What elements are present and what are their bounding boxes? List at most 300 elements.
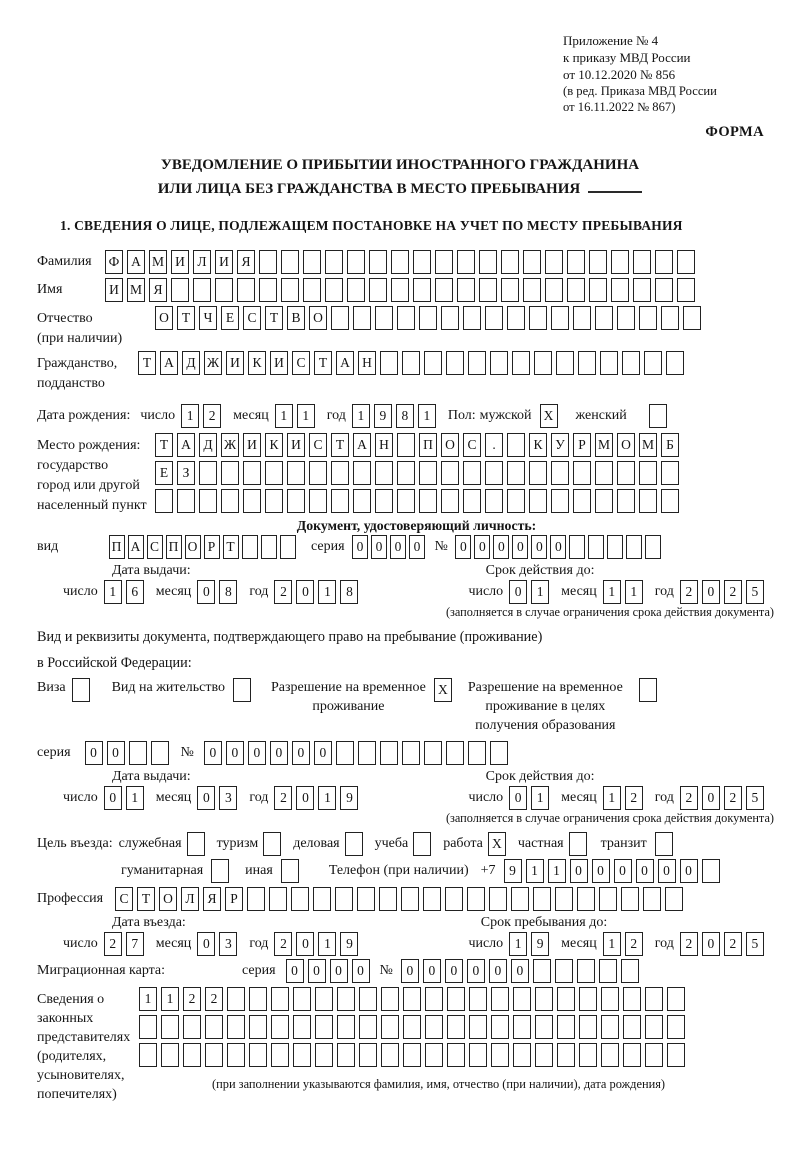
- char-box[interactable]: [639, 678, 657, 702]
- char-box[interactable]: [423, 887, 441, 911]
- char-box[interactable]: [397, 461, 415, 485]
- char-box[interactable]: 1: [297, 404, 315, 428]
- char-box[interactable]: [463, 461, 481, 485]
- char-box[interactable]: [645, 987, 663, 1011]
- char-box[interactable]: И: [171, 250, 189, 274]
- char-box[interactable]: [611, 278, 629, 302]
- char-box[interactable]: [375, 489, 393, 513]
- char-box[interactable]: 3: [219, 932, 237, 956]
- char-box[interactable]: [469, 987, 487, 1011]
- char-box[interactable]: [435, 250, 453, 274]
- char-box[interactable]: [463, 306, 481, 330]
- char-box[interactable]: М: [639, 433, 657, 457]
- char-box[interactable]: [325, 278, 343, 302]
- char-box[interactable]: [381, 1015, 399, 1039]
- char-box[interactable]: А: [177, 433, 195, 457]
- char-box[interactable]: 1: [603, 580, 621, 604]
- char-box[interactable]: [485, 489, 503, 513]
- char-box[interactable]: [335, 887, 353, 911]
- char-box[interactable]: 2: [205, 987, 223, 1011]
- char-box[interactable]: [595, 306, 613, 330]
- char-box[interactable]: П: [419, 433, 437, 457]
- char-box[interactable]: Д: [199, 433, 217, 457]
- char-box[interactable]: [579, 1043, 597, 1067]
- char-box[interactable]: [72, 678, 90, 702]
- char-box[interactable]: [227, 987, 245, 1011]
- char-box[interactable]: [271, 1043, 289, 1067]
- char-box[interactable]: [161, 1015, 179, 1039]
- char-box[interactable]: [639, 306, 657, 330]
- char-box[interactable]: [183, 1015, 201, 1039]
- char-box[interactable]: 9: [374, 404, 392, 428]
- char-box[interactable]: Т: [155, 433, 173, 457]
- char-box[interactable]: [551, 489, 569, 513]
- char-box[interactable]: [490, 741, 508, 765]
- char-box[interactable]: [463, 489, 481, 513]
- char-box[interactable]: 0: [197, 786, 215, 810]
- char-box[interactable]: Р: [573, 433, 591, 457]
- char-box[interactable]: [447, 1043, 465, 1067]
- char-box[interactable]: [639, 461, 657, 485]
- char-box[interactable]: [649, 404, 667, 428]
- char-box[interactable]: М: [149, 250, 167, 274]
- char-box[interactable]: [545, 250, 563, 274]
- char-box[interactable]: И: [270, 351, 288, 375]
- char-box[interactable]: 0: [296, 932, 314, 956]
- char-box[interactable]: [269, 887, 287, 911]
- char-box[interactable]: [588, 535, 604, 559]
- char-box[interactable]: [468, 351, 486, 375]
- char-box[interactable]: А: [128, 535, 144, 559]
- char-box[interactable]: [467, 887, 485, 911]
- char-box[interactable]: [617, 306, 635, 330]
- char-box[interactable]: [567, 250, 585, 274]
- char-box[interactable]: М: [127, 278, 145, 302]
- char-box[interactable]: [237, 278, 255, 302]
- char-box[interactable]: 0: [636, 859, 654, 883]
- char-box[interactable]: [249, 1015, 267, 1039]
- char-box[interactable]: [655, 832, 673, 856]
- char-box[interactable]: 9: [340, 786, 358, 810]
- char-box[interactable]: [661, 461, 679, 485]
- char-box[interactable]: [479, 250, 497, 274]
- char-box[interactable]: С: [147, 535, 163, 559]
- char-box[interactable]: 0: [474, 535, 490, 559]
- char-box[interactable]: 0: [104, 786, 122, 810]
- char-box[interactable]: [607, 535, 623, 559]
- char-box[interactable]: [441, 461, 459, 485]
- char-box[interactable]: 0: [401, 959, 419, 983]
- char-box[interactable]: [425, 1015, 443, 1039]
- char-box[interactable]: 0: [592, 859, 610, 883]
- char-box[interactable]: [265, 489, 283, 513]
- char-box[interactable]: [187, 832, 205, 856]
- char-box[interactable]: 0: [512, 535, 528, 559]
- char-box[interactable]: Н: [358, 351, 376, 375]
- char-box[interactable]: О: [159, 887, 177, 911]
- char-box[interactable]: [601, 987, 619, 1011]
- char-box[interactable]: [507, 306, 525, 330]
- char-box[interactable]: 2: [724, 786, 742, 810]
- char-box[interactable]: [280, 535, 296, 559]
- char-box[interactable]: 0: [509, 786, 527, 810]
- char-box[interactable]: [702, 859, 720, 883]
- char-box[interactable]: 3: [219, 786, 237, 810]
- char-box[interactable]: 2: [680, 580, 698, 604]
- char-box[interactable]: [205, 1043, 223, 1067]
- char-box[interactable]: [485, 461, 503, 485]
- char-box[interactable]: Б: [661, 433, 679, 457]
- char-box[interactable]: [259, 278, 277, 302]
- char-box[interactable]: [491, 1043, 509, 1067]
- char-box[interactable]: [645, 1015, 663, 1039]
- char-box[interactable]: 2: [274, 580, 292, 604]
- char-box[interactable]: 2: [203, 404, 221, 428]
- char-box[interactable]: 0: [292, 741, 310, 765]
- char-box[interactable]: И: [215, 250, 233, 274]
- char-box[interactable]: 0: [314, 741, 332, 765]
- char-box[interactable]: [359, 1043, 377, 1067]
- char-box[interactable]: [573, 489, 591, 513]
- char-box[interactable]: 0: [531, 535, 547, 559]
- char-box[interactable]: [249, 987, 267, 1011]
- char-box[interactable]: Т: [138, 351, 156, 375]
- char-box[interactable]: [535, 1015, 553, 1039]
- char-box[interactable]: 0: [702, 786, 720, 810]
- char-box[interactable]: [151, 741, 169, 765]
- char-box[interactable]: 9: [340, 932, 358, 956]
- char-box[interactable]: [601, 1015, 619, 1039]
- char-box[interactable]: [403, 987, 421, 1011]
- char-box[interactable]: 5: [746, 580, 764, 604]
- char-box[interactable]: [644, 351, 662, 375]
- char-box[interactable]: 0: [330, 959, 348, 983]
- char-box[interactable]: [665, 887, 683, 911]
- char-box[interactable]: [375, 461, 393, 485]
- char-box[interactable]: [337, 1015, 355, 1039]
- char-box[interactable]: Т: [265, 306, 283, 330]
- char-box[interactable]: [402, 351, 420, 375]
- char-box[interactable]: [381, 1043, 399, 1067]
- char-box[interactable]: К: [248, 351, 266, 375]
- char-box[interactable]: [233, 678, 251, 702]
- char-box[interactable]: [447, 1015, 465, 1039]
- char-box[interactable]: 2: [274, 932, 292, 956]
- char-box[interactable]: [315, 987, 333, 1011]
- char-box[interactable]: [621, 887, 639, 911]
- char-box[interactable]: Я: [203, 887, 221, 911]
- char-box[interactable]: [139, 1043, 157, 1067]
- char-box[interactable]: [534, 351, 552, 375]
- char-box[interactable]: Я: [237, 250, 255, 274]
- char-box[interactable]: [545, 278, 563, 302]
- char-box[interactable]: 1: [548, 859, 566, 883]
- char-box[interactable]: [379, 887, 397, 911]
- char-box[interactable]: 5: [746, 932, 764, 956]
- char-box[interactable]: [601, 1043, 619, 1067]
- char-box[interactable]: [227, 1043, 245, 1067]
- char-box[interactable]: [397, 433, 415, 457]
- char-box[interactable]: Т: [177, 306, 195, 330]
- char-box[interactable]: [369, 278, 387, 302]
- char-box[interactable]: [507, 461, 525, 485]
- char-box[interactable]: [419, 489, 437, 513]
- char-box[interactable]: 0: [352, 959, 370, 983]
- char-box[interactable]: А: [353, 433, 371, 457]
- char-box[interactable]: [293, 1043, 311, 1067]
- char-box[interactable]: Ж: [221, 433, 239, 457]
- char-box[interactable]: [221, 489, 239, 513]
- char-box[interactable]: И: [226, 351, 244, 375]
- char-box[interactable]: [336, 741, 354, 765]
- char-box[interactable]: [611, 250, 629, 274]
- char-box[interactable]: X: [540, 404, 558, 428]
- char-box[interactable]: [555, 959, 573, 983]
- char-box[interactable]: [441, 306, 459, 330]
- char-box[interactable]: [247, 887, 265, 911]
- char-box[interactable]: [633, 250, 651, 274]
- char-box[interactable]: У: [551, 433, 569, 457]
- char-box[interactable]: [242, 535, 258, 559]
- char-box[interactable]: [479, 278, 497, 302]
- char-box[interactable]: [293, 1015, 311, 1039]
- char-box[interactable]: Л: [193, 250, 211, 274]
- char-box[interactable]: 0: [445, 959, 463, 983]
- char-box[interactable]: [441, 489, 459, 513]
- char-box[interactable]: [205, 1015, 223, 1039]
- char-box[interactable]: [507, 489, 525, 513]
- char-box[interactable]: 0: [614, 859, 632, 883]
- char-box[interactable]: [617, 461, 635, 485]
- char-box[interactable]: [425, 1043, 443, 1067]
- char-box[interactable]: [533, 959, 551, 983]
- char-box[interactable]: [639, 489, 657, 513]
- char-box[interactable]: [353, 489, 371, 513]
- char-box[interactable]: 1: [531, 580, 549, 604]
- char-box[interactable]: 0: [467, 959, 485, 983]
- char-box[interactable]: [623, 1043, 641, 1067]
- char-box[interactable]: 6: [126, 580, 144, 604]
- char-box[interactable]: [249, 1043, 267, 1067]
- char-box[interactable]: [221, 461, 239, 485]
- char-box[interactable]: Е: [221, 306, 239, 330]
- char-box[interactable]: [303, 250, 321, 274]
- char-box[interactable]: 9: [504, 859, 522, 883]
- char-box[interactable]: З: [177, 461, 195, 485]
- char-box[interactable]: 2: [274, 786, 292, 810]
- char-box[interactable]: 0: [371, 535, 387, 559]
- char-box[interactable]: [577, 887, 595, 911]
- char-box[interactable]: 0: [455, 535, 471, 559]
- char-box[interactable]: П: [166, 535, 182, 559]
- char-box[interactable]: Т: [137, 887, 155, 911]
- char-box[interactable]: 1: [526, 859, 544, 883]
- char-box[interactable]: [491, 987, 509, 1011]
- char-box[interactable]: 1: [418, 404, 436, 428]
- char-box[interactable]: [331, 489, 349, 513]
- char-box[interactable]: [331, 461, 349, 485]
- char-box[interactable]: [457, 278, 475, 302]
- char-box[interactable]: 0: [509, 580, 527, 604]
- char-box[interactable]: [578, 351, 596, 375]
- char-box[interactable]: 0: [702, 580, 720, 604]
- char-box[interactable]: [183, 1043, 201, 1067]
- char-box[interactable]: К: [265, 433, 283, 457]
- char-box[interactable]: [315, 1043, 333, 1067]
- char-box[interactable]: [263, 832, 281, 856]
- char-box[interactable]: 0: [226, 741, 244, 765]
- char-box[interactable]: [469, 1015, 487, 1039]
- char-box[interactable]: [424, 351, 442, 375]
- char-box[interactable]: [243, 461, 261, 485]
- char-box[interactable]: Е: [155, 461, 173, 485]
- char-box[interactable]: 0: [248, 741, 266, 765]
- char-box[interactable]: X: [434, 678, 452, 702]
- char-box[interactable]: [381, 987, 399, 1011]
- char-box[interactable]: [403, 1015, 421, 1039]
- char-box[interactable]: А: [160, 351, 178, 375]
- char-box[interactable]: [513, 1043, 531, 1067]
- char-box[interactable]: О: [185, 535, 201, 559]
- char-box[interactable]: [489, 887, 507, 911]
- char-box[interactable]: [523, 250, 541, 274]
- char-box[interactable]: 0: [423, 959, 441, 983]
- char-box[interactable]: [573, 306, 591, 330]
- char-box[interactable]: [643, 887, 661, 911]
- char-box[interactable]: И: [243, 433, 261, 457]
- char-box[interactable]: [403, 1043, 421, 1067]
- char-box[interactable]: 0: [702, 932, 720, 956]
- char-box[interactable]: 2: [680, 932, 698, 956]
- char-box[interactable]: [293, 987, 311, 1011]
- char-box[interactable]: [513, 987, 531, 1011]
- char-box[interactable]: [155, 489, 173, 513]
- char-box[interactable]: 0: [493, 535, 509, 559]
- char-box[interactable]: [369, 250, 387, 274]
- char-box[interactable]: [577, 959, 595, 983]
- char-box[interactable]: [535, 1043, 553, 1067]
- char-box[interactable]: 0: [550, 535, 566, 559]
- char-box[interactable]: [447, 987, 465, 1011]
- char-box[interactable]: [375, 306, 393, 330]
- char-box[interactable]: [435, 278, 453, 302]
- char-box[interactable]: 1: [181, 404, 199, 428]
- char-box[interactable]: О: [155, 306, 173, 330]
- char-box[interactable]: [402, 741, 420, 765]
- char-box[interactable]: [287, 489, 305, 513]
- char-box[interactable]: [347, 250, 365, 274]
- char-box[interactable]: 1: [318, 932, 336, 956]
- char-box[interactable]: [667, 987, 685, 1011]
- char-box[interactable]: [227, 1015, 245, 1039]
- char-box[interactable]: [666, 351, 684, 375]
- char-box[interactable]: [485, 306, 503, 330]
- char-box[interactable]: [313, 887, 331, 911]
- char-box[interactable]: 8: [340, 580, 358, 604]
- char-box[interactable]: [177, 489, 195, 513]
- char-box[interactable]: Я: [149, 278, 167, 302]
- char-box[interactable]: [424, 741, 442, 765]
- char-box[interactable]: Т: [331, 433, 349, 457]
- char-box[interactable]: X: [488, 832, 506, 856]
- char-box[interactable]: [579, 987, 597, 1011]
- char-box[interactable]: [677, 278, 695, 302]
- char-box[interactable]: О: [309, 306, 327, 330]
- char-box[interactable]: [281, 250, 299, 274]
- char-box[interactable]: Д: [182, 351, 200, 375]
- char-box[interactable]: [413, 832, 431, 856]
- char-box[interactable]: 0: [390, 535, 406, 559]
- char-box[interactable]: [401, 887, 419, 911]
- char-box[interactable]: [345, 832, 363, 856]
- char-box[interactable]: .: [485, 433, 503, 457]
- char-box[interactable]: Т: [223, 535, 239, 559]
- char-box[interactable]: [533, 887, 551, 911]
- char-box[interactable]: 1: [603, 932, 621, 956]
- char-box[interactable]: 0: [570, 859, 588, 883]
- char-box[interactable]: Ч: [199, 306, 217, 330]
- char-box[interactable]: О: [617, 433, 635, 457]
- char-box[interactable]: [359, 987, 377, 1011]
- char-box[interactable]: [535, 987, 553, 1011]
- char-box[interactable]: [551, 461, 569, 485]
- char-box[interactable]: [199, 489, 217, 513]
- char-box[interactable]: [667, 1015, 685, 1039]
- char-box[interactable]: [446, 351, 464, 375]
- char-box[interactable]: 2: [625, 932, 643, 956]
- char-box[interactable]: 1: [318, 580, 336, 604]
- char-box[interactable]: 1: [139, 987, 157, 1011]
- char-box[interactable]: [589, 278, 607, 302]
- char-box[interactable]: [556, 351, 574, 375]
- char-box[interactable]: [391, 250, 409, 274]
- char-box[interactable]: 0: [85, 741, 103, 765]
- char-box[interactable]: [243, 489, 261, 513]
- char-box[interactable]: [281, 859, 299, 883]
- char-box[interactable]: [457, 250, 475, 274]
- char-box[interactable]: [468, 741, 486, 765]
- char-box[interactable]: [309, 489, 327, 513]
- char-box[interactable]: [573, 461, 591, 485]
- char-box[interactable]: [271, 1015, 289, 1039]
- char-box[interactable]: [569, 535, 585, 559]
- char-box[interactable]: [309, 461, 327, 485]
- char-box[interactable]: Н: [375, 433, 393, 457]
- char-box[interactable]: [353, 461, 371, 485]
- char-box[interactable]: 0: [511, 959, 529, 983]
- char-box[interactable]: 2: [724, 932, 742, 956]
- char-box[interactable]: А: [127, 250, 145, 274]
- char-box[interactable]: Р: [204, 535, 220, 559]
- char-box[interactable]: 0: [296, 580, 314, 604]
- char-box[interactable]: [623, 1015, 641, 1039]
- char-box[interactable]: [271, 987, 289, 1011]
- char-box[interactable]: 2: [680, 786, 698, 810]
- char-box[interactable]: 1: [318, 786, 336, 810]
- char-box[interactable]: [129, 741, 147, 765]
- char-box[interactable]: 0: [197, 932, 215, 956]
- char-box[interactable]: 1: [161, 987, 179, 1011]
- char-box[interactable]: [419, 306, 437, 330]
- char-box[interactable]: [391, 278, 409, 302]
- char-box[interactable]: [551, 306, 569, 330]
- char-box[interactable]: [617, 489, 635, 513]
- char-box[interactable]: 0: [286, 959, 304, 983]
- char-box[interactable]: [265, 461, 283, 485]
- char-box[interactable]: [490, 351, 508, 375]
- char-box[interactable]: [557, 1043, 575, 1067]
- char-box[interactable]: И: [105, 278, 123, 302]
